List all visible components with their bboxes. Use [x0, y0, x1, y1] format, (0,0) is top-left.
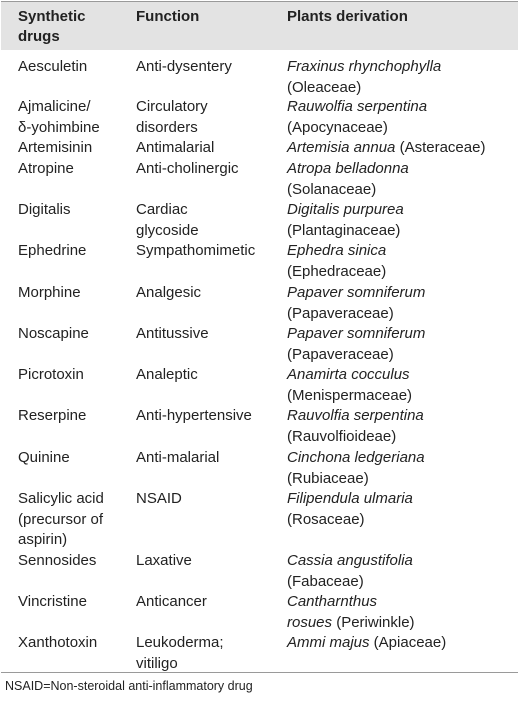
plant-species: Rauwolfia serpentina: [287, 98, 428, 115]
function-line: Leukoderma;: [136, 634, 224, 651]
drug-line: Sennosides: [18, 552, 97, 569]
plant-line: [287, 365, 515, 386]
plant-cell: [287, 324, 515, 365]
function-line: Anticancer: [136, 593, 207, 610]
drug-line: Salicylic acid: [18, 490, 104, 507]
function-line: Analgesic: [136, 284, 202, 301]
function-cell: [136, 97, 284, 138]
plant-line: [287, 489, 515, 510]
drug-cell: [18, 406, 132, 427]
function-line: Anti-cholinergic: [136, 160, 239, 177]
drug-cell: [18, 57, 132, 78]
plant-line: [287, 324, 515, 345]
drug-line: δ-yohimbine: [18, 118, 100, 136]
drug-cell: [18, 200, 132, 221]
plant-line: [287, 613, 515, 634]
function-cell: [136, 406, 284, 427]
drug-line: Digitalis: [18, 201, 71, 218]
drug-cell: [18, 283, 132, 304]
plant-line: [287, 551, 515, 572]
function-cell: [136, 324, 284, 345]
plant-family: (Rauvolfioideae): [287, 427, 397, 445]
drug-cell: [18, 551, 132, 572]
plant-cell: [287, 489, 515, 530]
drug-cell: [18, 324, 132, 345]
plant-species: Papaver somniferum: [287, 325, 426, 342]
drug-line: Atropine: [18, 160, 74, 177]
header-function: Function: [136, 8, 200, 25]
drug-cell: [18, 489, 132, 551]
function-line: glycoside: [136, 221, 199, 239]
plant-family: (Ephedraceae): [287, 262, 387, 280]
plant-cell: [287, 200, 515, 241]
function-cell: [136, 365, 284, 386]
plant-family: (Rubiaceae): [287, 469, 369, 487]
drug-cell: [18, 97, 132, 138]
plant-species: Atropa belladonna: [287, 160, 409, 177]
function-line: Antimalarial: [136, 139, 215, 156]
plant-species: Digitalis purpurea: [287, 201, 404, 218]
drug-line: Xanthotoxin: [18, 634, 98, 651]
plant-cell: [287, 406, 515, 447]
plant-family: (Papaveraceae): [287, 304, 394, 322]
plant-cell: [287, 241, 515, 282]
plant-line: [287, 406, 515, 427]
plant-species: rosues: [287, 613, 333, 631]
plant-cell: [287, 592, 515, 633]
function-line: Anti-dysentery: [136, 58, 232, 75]
drug-line: Aesculetin: [18, 58, 88, 75]
function-cell: [136, 57, 284, 78]
plant-species: Cassia angustifolia: [287, 552, 413, 569]
function-line: vitiligo: [136, 654, 178, 672]
header-line: drugs: [18, 28, 60, 45]
drug-line: Artemisinin: [18, 139, 93, 156]
drug-cell: [18, 592, 132, 613]
plant-family: (Apiaceae): [369, 634, 447, 651]
function-cell: [136, 159, 284, 180]
plant-cell: [287, 448, 515, 489]
plant-species: Cinchona ledgeriana: [287, 449, 425, 466]
drug-line: Morphine: [18, 284, 81, 301]
function-cell: [136, 283, 284, 304]
function-cell: [136, 551, 284, 572]
plant-line: [287, 633, 515, 654]
plant-species: Papaver somniferum: [287, 284, 426, 301]
plant-family: (Rosaceae): [287, 510, 365, 528]
function-cell: [136, 138, 284, 159]
function-line: Circulatory: [136, 98, 208, 115]
function-cell: [136, 448, 284, 469]
plant-family: (Asteraceae): [395, 139, 486, 156]
drug-line: Ephedrine: [18, 242, 87, 259]
plant-cell: [287, 159, 515, 200]
function-line: Cardiac: [136, 201, 188, 218]
drug-line: Reserpine: [18, 407, 87, 424]
plant-line: [287, 241, 515, 262]
function-cell: [136, 200, 284, 241]
function-line: NSAID: [136, 490, 182, 507]
plant-family: (Periwinkle): [332, 613, 415, 631]
drug-line: aspirin): [18, 531, 68, 548]
plant-line: [287, 57, 515, 78]
drug-cell: [18, 241, 132, 262]
plant-line: [287, 200, 515, 221]
plant-cell: [287, 633, 515, 654]
plant-line: [287, 592, 515, 613]
function-cell: [136, 489, 284, 510]
plant-species: Artemisia annua: [287, 139, 396, 156]
drug-line: Noscapine: [18, 325, 89, 342]
plant-line: [287, 138, 515, 159]
drug-line: Picrotoxin: [18, 366, 84, 383]
function-cell: [136, 633, 284, 674]
function-line: disorders: [136, 118, 198, 136]
plant-species: Filipendula ulmaria: [287, 490, 413, 507]
function-line: Laxative: [136, 552, 192, 569]
plant-species: Cantharnthus: [287, 593, 378, 610]
plant-family: (Fabaceae): [287, 572, 364, 590]
function-line: Anti-malarial: [136, 449, 220, 466]
plant-line: [287, 283, 515, 304]
plant-line: [287, 159, 515, 180]
drug-table: [1, 1, 518, 673]
function-line: Analeptic: [136, 366, 198, 383]
drug-line: Quinine: [18, 449, 70, 466]
drug-line: Vincristine: [18, 593, 87, 610]
plant-family: (Apocynaceae): [287, 118, 388, 136]
header-plants-derivation: Plants derivation: [287, 8, 408, 25]
plant-cell: [287, 551, 515, 592]
plant-family: (Menispermaceae): [287, 386, 413, 404]
plant-cell: [287, 365, 515, 406]
plant-species: Anamirta cocculus: [287, 366, 410, 383]
function-cell: [136, 241, 284, 262]
table-header: [1, 2, 518, 50]
plant-cell: [287, 138, 515, 159]
function-line: Sympathomimetic: [136, 242, 256, 259]
plant-family: (Plantaginaceae): [287, 221, 401, 239]
drug-line: Ajmalicine/: [18, 98, 91, 115]
header-line: Synthetic: [18, 8, 86, 25]
function-line: Anti-hypertensive: [136, 407, 252, 424]
plant-family: (Oleaceae): [287, 78, 362, 96]
footnote: NSAID=Non-steroidal anti-inflammatory drug: [5, 679, 253, 693]
function-line: Antitussive: [136, 325, 209, 342]
drug-cell: [18, 633, 132, 654]
drug-cell: [18, 138, 132, 159]
drug-cell: [18, 448, 132, 469]
plant-family: (Solanaceae): [287, 180, 377, 198]
header-synthetic-drugs: [18, 7, 132, 47]
plant-species: Ephedra sinica: [287, 242, 387, 259]
plant-species: Ammi majus: [287, 634, 370, 651]
function-cell: [136, 592, 284, 613]
plant-line: [287, 97, 515, 118]
plant-species: Rauvolfia serpentina: [287, 407, 424, 424]
plant-cell: [287, 57, 515, 98]
drug-cell: [18, 365, 132, 386]
plant-cell: [287, 97, 515, 138]
plant-species: Fraxinus rhynchophylla: [287, 58, 442, 75]
drug-cell: [18, 159, 132, 180]
plant-cell: [287, 283, 515, 324]
plant-family: (Papaveraceae): [287, 345, 394, 363]
plant-line: [287, 448, 515, 469]
drug-line: (precursor of: [18, 510, 104, 528]
